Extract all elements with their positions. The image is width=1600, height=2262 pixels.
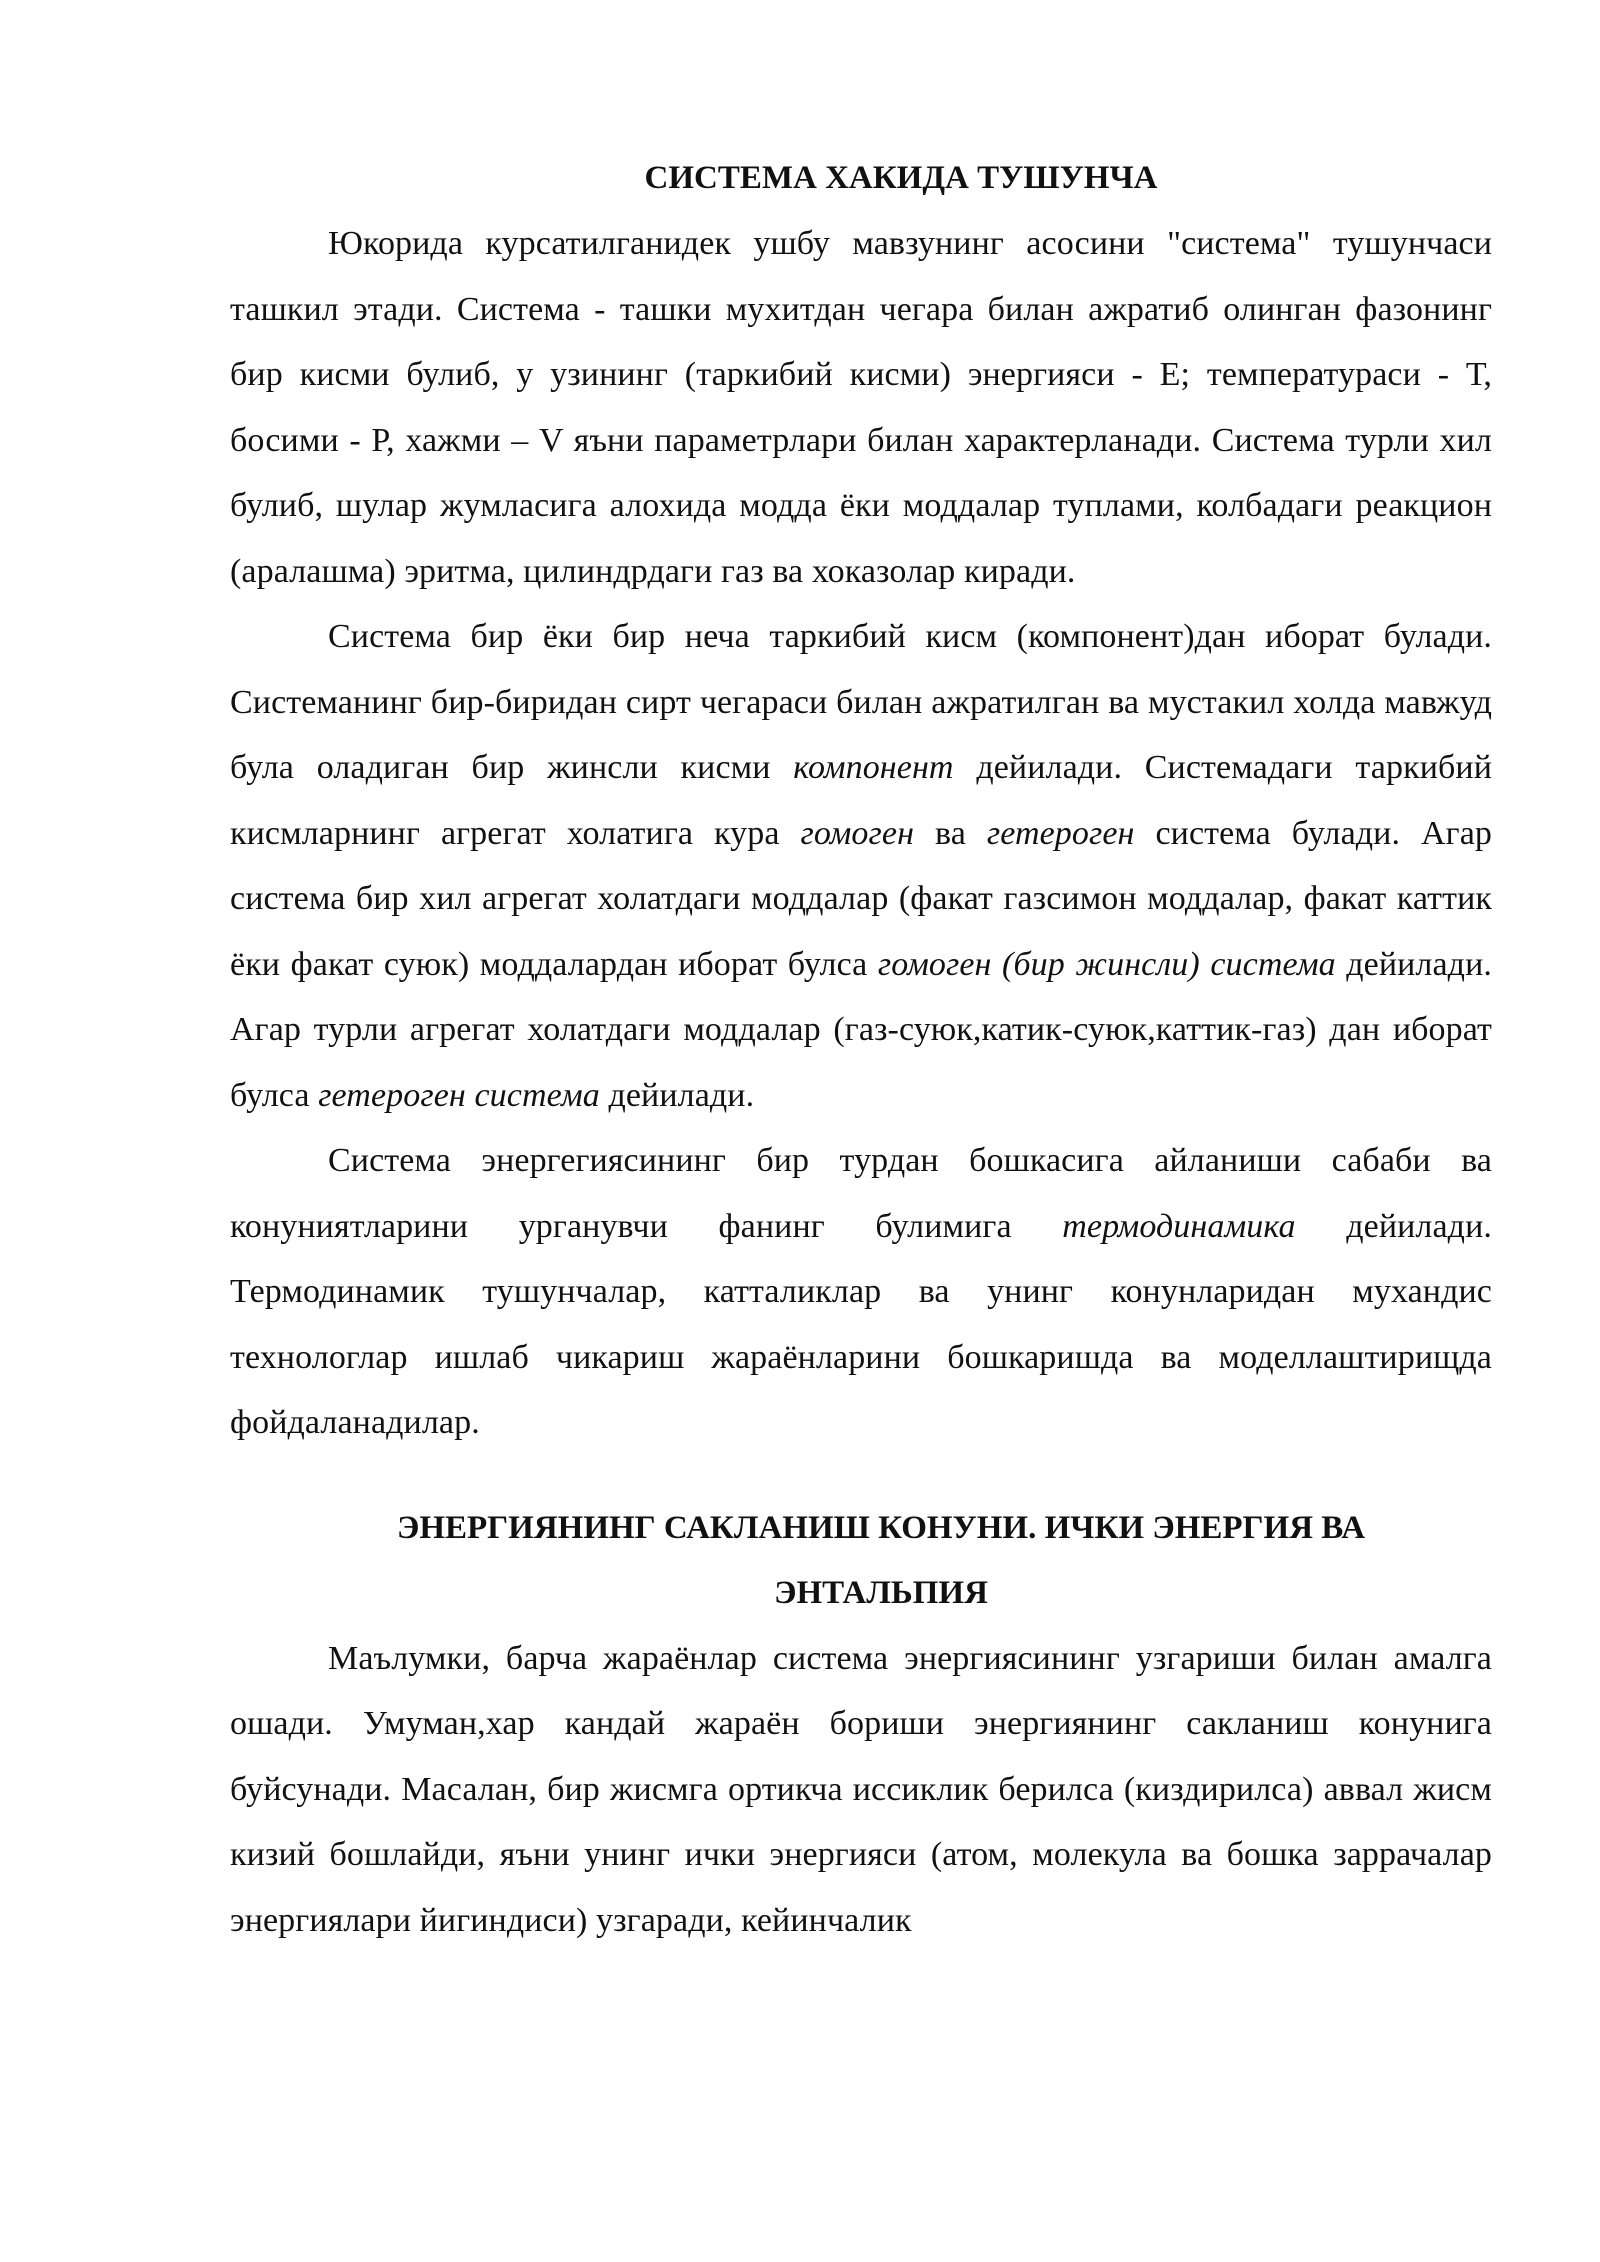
paragraph-thermodynamics <box>230 1128 1492 1456</box>
text-run: дейилади. Термодинамик тушунчалар, катталиклар ва унинг конунларидан мухандис технологлар ишлаб чикариш жараёнларини бошкаришда ва моделлаштирищда фойдаланадилар. <box>230 1207 1492 1441</box>
text-run: дейилади. Системадаги таркибий кисмларнинг агрегат холатига кура <box>230 749 1492 852</box>
section-title-line-1: ЭНЕРГИЯНИНГ САКЛАНИШ КОНУНИ. ИЧКИ ЭНЕРГИЯ ВА <box>396 1509 1366 1546</box>
italic-term-thermodynamics: термодинамика <box>1062 1207 1296 1245</box>
text-run: Система бир ёки бир неча таркибий кисм (компонент)дан иборат булади. Системанинг бир-биридан сирт чегараси билан ажратилган ва мустакил холда мавжуд була оладиган бир жинсли кисми <box>230 618 1492 786</box>
text-run: дейилади. <box>599 1076 755 1114</box>
italic-term-homogeneous-system: гомоген (бир жинсли) система <box>877 945 1336 983</box>
italic-term-homogeneous: гомоген <box>800 814 915 852</box>
page-content <box>230 146 1492 1953</box>
italic-term-component: компонент <box>793 749 954 786</box>
paragraph-energy-conservation: Маълумки, барча жараёнлар система энергиясининг узгариши билан амалга ошади. Умуман,хар кандай жараён бориши энергиянинг сакланиш конунига буйсунади. Масалан, бир жисмга ортикча иссиклик берилса (киздирилса) аввал жисм кизий бошлайди, яъни унинг ички энергияси (атом, молекула ва бошка заррачалар энергиялари йигиндиси) узгаради, кейинчалик <box>230 1639 1492 1939</box>
paragraph-system-components <box>230 604 1492 1128</box>
text-run: система булади. Агар система бир хил агрегат холатдаги моддалар (факат газсимон моддалар, факат каттик ёки факат суюк) моддалардан иборат булса <box>230 814 1492 983</box>
paragraph-system-definition: Юкорида курсатилганидек ушбу мавзунинг асосини "система" тушунчаси ташкил этади. Система - ташки мухитдан чегара билан ажратиб олинган фазонинг бир кисми булиб, у узининг (таркибий кисми) энергияси - Е; температураси - Т, босими - Р, хажми – V яъни параметрлари билан характерланади. Система турли хил булиб, шулар жумласига алохида модда ёки моддалар туплами, колбадаги реакцион (аралашма) эритма, цилиндрдаги газ ва хоказолар киради. <box>230 225 1492 590</box>
text-run: ва <box>914 814 987 852</box>
italic-term-heterogeneous-system: гетероген система <box>318 1076 600 1114</box>
section-title-line-2: ЭНТАЛЬПИЯ <box>774 1574 988 1611</box>
text-run: Система энергегиясининг бир турдан бошкасига айланиши сабаби ва конуниятларини урганувчи фанинг булимига <box>230 1142 1492 1245</box>
section-title-system-concept: СИСТЕМА ХАКИДА ТУШУНЧА <box>644 160 1158 196</box>
section-title-energy-conservation <box>230 1496 1492 1626</box>
italic-term-heterogeneous: гетероген <box>986 814 1135 852</box>
text-run: дейилади. Агар турли агрегат холатдаги моддалар (газ-суюк,катик-суюк,каттик-газ) дан иборат булса <box>230 945 1492 1114</box>
